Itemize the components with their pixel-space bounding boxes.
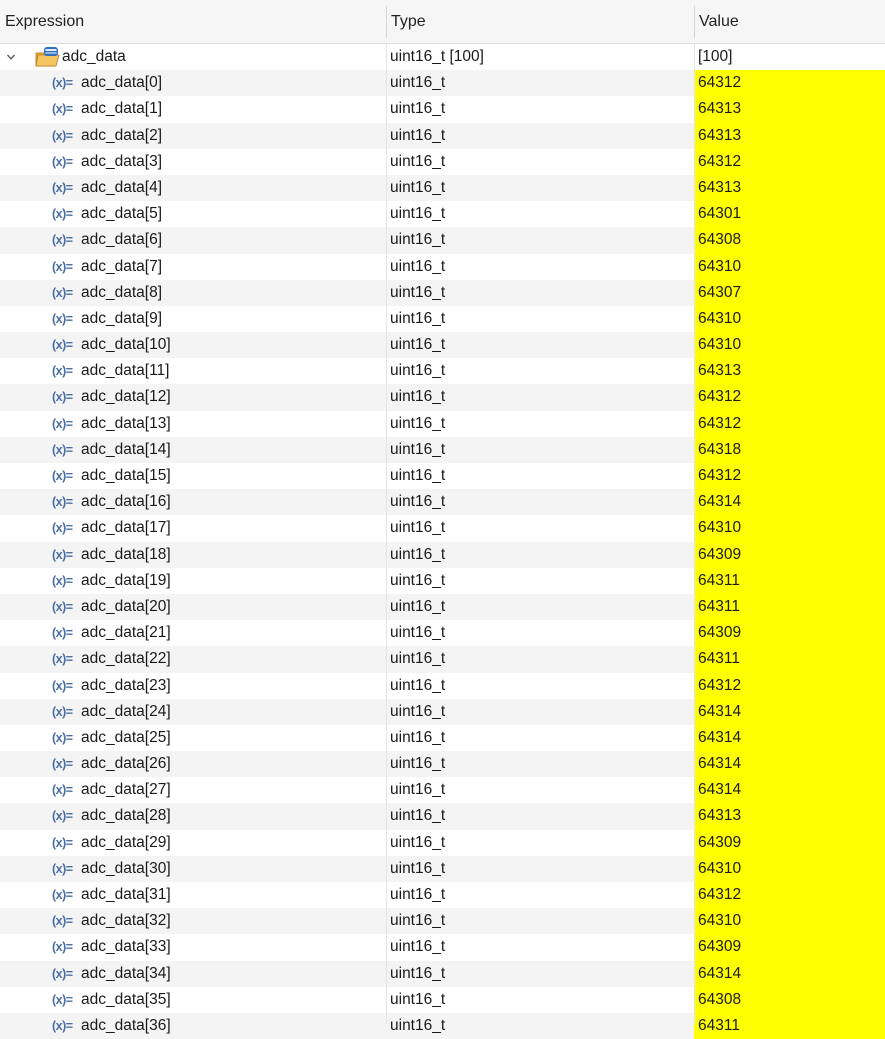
value-cell-changed[interactable]: 64311 <box>694 568 885 594</box>
expression-cell <box>0 987 386 1013</box>
variable-icon: (x)= <box>52 364 73 379</box>
expression-cell <box>0 751 386 777</box>
variable-icon: (x)= <box>52 678 73 693</box>
tree-row[interactable] <box>0 175 885 201</box>
variable-icon: (x)= <box>52 154 73 169</box>
expression-cell <box>0 646 386 672</box>
variable-icon: (x)= <box>52 940 73 955</box>
value-cell-changed[interactable]: 64318 <box>694 437 885 463</box>
tree-row[interactable] <box>0 777 885 803</box>
variable-icon: (x)= <box>52 495 73 510</box>
value-cell-changed[interactable]: 64310 <box>694 515 885 541</box>
expression-name: adc_data[12] <box>81 388 171 406</box>
expression-name: adc_data[35] <box>81 990 171 1008</box>
tree-row[interactable] <box>0 384 885 410</box>
expression-name: adc_data[13] <box>81 414 171 432</box>
value-cell-changed[interactable]: 64310 <box>694 332 885 358</box>
variable-icon: (x)= <box>52 835 73 850</box>
tree-row[interactable] <box>0 123 885 149</box>
tree-row[interactable] <box>0 673 885 699</box>
type-cell: uint16_t <box>390 152 446 170</box>
tree-row[interactable] <box>0 358 885 384</box>
expression-cell <box>0 358 386 384</box>
column-divider-line <box>694 44 695 1024</box>
expression-cell <box>0 201 386 227</box>
type-cell: uint16_t <box>390 571 446 589</box>
expression-name: adc_data[15] <box>81 467 171 484</box>
expression-name: adc_data[28] <box>81 807 171 825</box>
variable-icon: (x)= <box>52 783 73 798</box>
column-header-type[interactable]: Type <box>391 13 426 30</box>
column-header-value[interactable]: Value <box>699 13 739 30</box>
value-cell-changed[interactable]: 64310 <box>694 908 885 934</box>
expression-cell <box>0 777 386 803</box>
expression-cell <box>0 934 386 960</box>
expression-name: adc_data[6] <box>81 231 163 249</box>
tree-row[interactable] <box>0 149 885 175</box>
value-cell-changed[interactable]: 64312 <box>694 882 885 908</box>
value-cell-changed[interactable]: 64309 <box>694 830 885 856</box>
tree-row[interactable] <box>0 620 885 646</box>
expression-name: adc_data[1] <box>81 100 163 118</box>
expression-name: adc_data[17] <box>81 519 171 537</box>
type-cell: uint16_t <box>390 728 446 746</box>
expression-name: adc_data[34] <box>81 964 171 982</box>
expression-name: adc_data[14] <box>81 440 171 458</box>
type-cell: uint16_t <box>390 990 446 1008</box>
type-cell: uint16_t <box>390 755 446 773</box>
type-cell: uint16_t <box>390 178 446 196</box>
tree-row[interactable] <box>0 201 885 227</box>
tree-row-parent[interactable] <box>0 44 885 70</box>
expression-cell <box>0 254 386 280</box>
tree-row[interactable] <box>0 934 885 960</box>
expression-name: adc_data[18] <box>81 545 171 563</box>
expression-cell <box>0 44 386 70</box>
expression-cell <box>0 673 386 699</box>
tree-row[interactable] <box>0 411 885 437</box>
tree-row[interactable] <box>0 227 885 253</box>
type-cell: uint16_t <box>390 624 446 642</box>
expression-name: adc_data[4] <box>81 178 163 196</box>
column-header-bar <box>0 0 885 44</box>
variable-icon: (x)= <box>52 233 73 248</box>
value-cell-changed[interactable]: 64314 <box>694 777 885 803</box>
expression-cell <box>0 725 386 751</box>
expression-cell <box>0 384 386 410</box>
variable-icon: (x)= <box>52 338 73 353</box>
tree-row[interactable] <box>0 332 885 358</box>
value-cell-changed[interactable]: 64309 <box>694 542 885 568</box>
expression-cell <box>0 280 386 306</box>
expression-cell <box>0 803 386 829</box>
type-cell: uint16_t <box>390 1016 446 1034</box>
value-cell-changed[interactable]: 64314 <box>694 725 885 751</box>
type-cell: uint16_t <box>390 257 446 275</box>
variable-icon: (x)= <box>52 102 73 117</box>
expression-name: adc_data <box>62 48 126 65</box>
tree-row[interactable] <box>0 280 885 306</box>
type-cell: uint16_t <box>390 833 446 851</box>
expression-name: adc_data[2] <box>81 126 163 144</box>
type-cell: uint16_t <box>390 231 446 249</box>
value-cell-changed[interactable]: 64312 <box>694 411 885 437</box>
expression-cell <box>0 437 386 463</box>
tree-row[interactable] <box>0 882 885 908</box>
value-cell-changed[interactable]: 64308 <box>694 227 885 253</box>
expression-name: adc_data[27] <box>81 781 171 799</box>
variable-icon: (x)= <box>52 1018 73 1033</box>
expression-cell <box>0 70 386 96</box>
tree-row[interactable] <box>0 646 885 672</box>
type-cell: uint16_t <box>390 414 446 432</box>
expression-cell <box>0 96 386 122</box>
variable-icon: (x)= <box>52 704 73 719</box>
expression-cell <box>0 568 386 594</box>
expression-cell <box>0 882 386 908</box>
expression-cell <box>0 306 386 332</box>
variable-icon: (x)= <box>52 861 73 876</box>
variable-icon: (x)= <box>52 966 73 981</box>
tree-row[interactable] <box>0 515 885 541</box>
variable-icon: (x)= <box>52 652 73 667</box>
value-cell-changed[interactable]: 64314 <box>694 751 885 777</box>
expression-name: adc_data[26] <box>81 755 171 773</box>
variable-icon: (x)= <box>52 207 73 222</box>
expression-name: adc_data[23] <box>81 676 171 694</box>
expression-name: adc_data[7] <box>81 257 163 275</box>
expression-cell <box>0 149 386 175</box>
expression-cell <box>0 830 386 856</box>
expression-cell <box>0 542 386 568</box>
tree-row[interactable] <box>0 463 885 489</box>
variable-icon: (x)= <box>52 128 73 143</box>
tree-row[interactable] <box>0 1013 885 1039</box>
type-cell: uint16_t <box>390 283 446 301</box>
value-cell-changed[interactable]: 64313 <box>694 175 885 201</box>
variable-icon: (x)= <box>52 76 73 91</box>
expression-name: adc_data[29] <box>81 833 171 851</box>
expression-name: adc_data[10] <box>81 336 171 354</box>
type-cell: uint16_t [100] <box>390 48 484 65</box>
tree-row[interactable] <box>0 725 885 751</box>
variable-icon: (x)= <box>52 442 73 457</box>
variable-icon: (x)= <box>52 547 73 562</box>
variable-icon: (x)= <box>52 730 73 745</box>
expression-name: adc_data[9] <box>81 309 163 327</box>
type-cell: uint16_t <box>390 309 446 327</box>
variable-icon: (x)= <box>52 416 73 431</box>
column-header-expression[interactable]: Expression <box>5 13 85 30</box>
value-cell-changed[interactable]: 64307 <box>694 280 885 306</box>
array-folder-icon <box>35 46 61 68</box>
tree-row[interactable] <box>0 856 885 882</box>
expression-cell <box>0 908 386 934</box>
value-cell[interactable]: [100] <box>698 48 733 65</box>
variable-icon: (x)= <box>52 180 73 195</box>
expression-name: adc_data[30] <box>81 859 171 877</box>
expression-cell <box>0 489 386 515</box>
expression-name: adc_data[8] <box>81 283 163 301</box>
value-cell-changed[interactable]: 64310 <box>694 856 885 882</box>
expression-name: adc_data[19] <box>81 571 171 589</box>
chevron-down-icon[interactable] <box>7 53 15 61</box>
expression-name: adc_data[33] <box>81 938 171 956</box>
value-cell-changed[interactable]: 64313 <box>694 358 885 384</box>
expression-name: adc_data[24] <box>81 702 171 720</box>
expression-name: adc_data[25] <box>81 728 171 746</box>
expression-cell <box>0 463 386 489</box>
expression-name: adc_data[21] <box>81 624 171 642</box>
variable-icon: (x)= <box>52 521 73 536</box>
value-cell-changed[interactable]: 64309 <box>694 620 885 646</box>
tree-row[interactable] <box>0 987 885 1013</box>
tree-row[interactable] <box>0 961 885 987</box>
type-cell: uint16_t <box>390 807 446 825</box>
value-cell-changed[interactable]: 64312 <box>694 149 885 175</box>
expression-name: adc_data[0] <box>81 74 163 92</box>
type-cell: uint16_t <box>390 100 446 118</box>
variable-icon: (x)= <box>52 914 73 929</box>
type-cell: uint16_t <box>390 205 446 223</box>
value-cell-changed[interactable]: 64309 <box>694 934 885 960</box>
expression-name: adc_data[11] <box>81 362 170 380</box>
tree-row[interactable] <box>0 489 885 515</box>
expression-cell <box>0 515 386 541</box>
expression-name: adc_data[5] <box>81 205 163 223</box>
variable-icon: (x)= <box>52 573 73 588</box>
expression-cell <box>0 594 386 620</box>
type-cell: uint16_t <box>390 440 446 458</box>
value-cell-changed[interactable]: 64301 <box>694 201 885 227</box>
type-cell: uint16_t <box>390 493 446 511</box>
tree-row[interactable] <box>0 699 885 725</box>
variable-icon: (x)= <box>52 888 73 902</box>
expression-name: adc_data[20] <box>81 597 171 615</box>
value-cell-changed[interactable]: 64314 <box>694 961 885 987</box>
type-cell: uint16_t <box>390 676 446 694</box>
expression-cell <box>0 411 386 437</box>
value-cell-changed[interactable]: 64313 <box>694 96 885 122</box>
variable-icon: (x)= <box>52 626 73 641</box>
variable-icon: (x)= <box>52 599 73 614</box>
tree-row[interactable] <box>0 254 885 280</box>
value-cell-changed[interactable]: 64311 <box>694 594 885 620</box>
expression-name: adc_data[16] <box>81 493 171 511</box>
type-cell: uint16_t <box>390 702 446 720</box>
variable-icon: (x)= <box>52 992 73 1007</box>
value-cell-changed[interactable]: 64312 <box>694 673 885 699</box>
expression-name: adc_data[32] <box>81 912 171 930</box>
value-cell-changed[interactable]: 64313 <box>694 123 885 149</box>
type-cell: uint16_t <box>390 597 446 615</box>
tree-row[interactable] <box>0 803 885 829</box>
type-cell: uint16_t <box>390 388 446 406</box>
type-cell: uint16_t <box>390 545 446 563</box>
tree-row[interactable] <box>0 306 885 332</box>
expression-name: adc_data[22] <box>81 650 171 668</box>
expression-cell <box>0 699 386 725</box>
variable-icon: (x)= <box>52 809 73 824</box>
value-cell-changed[interactable]: 64308 <box>694 987 885 1013</box>
type-cell: uint16_t <box>390 964 446 982</box>
expression-cell <box>0 332 386 358</box>
expression-name: adc_data[31] <box>81 886 171 903</box>
variable-icon: (x)= <box>52 259 73 274</box>
expression-cell <box>0 856 386 882</box>
type-cell: uint16_t <box>390 650 446 668</box>
tree-row[interactable] <box>0 568 885 594</box>
variable-icon: (x)= <box>52 390 73 405</box>
type-cell: uint16_t <box>390 781 446 799</box>
variable-icon: (x)= <box>52 285 73 300</box>
type-cell: uint16_t <box>390 126 446 144</box>
tree-row[interactable] <box>0 96 885 122</box>
expression-cell <box>0 1013 386 1039</box>
expression-cell <box>0 620 386 646</box>
tree-row[interactable] <box>0 751 885 777</box>
tree-row[interactable] <box>0 70 885 96</box>
value-cell-changed[interactable]: 64314 <box>694 489 885 515</box>
tree-row[interactable] <box>0 594 885 620</box>
expression-tree <box>0 44 885 1039</box>
variable-icon: (x)= <box>52 311 73 326</box>
value-cell-changed[interactable]: 64311 <box>694 646 885 672</box>
value-cell-changed[interactable]: 64312 <box>694 463 885 489</box>
expression-name: adc_data[36] <box>81 1016 171 1034</box>
type-cell: uint16_t <box>390 912 446 930</box>
expression-cell <box>0 123 386 149</box>
tree-row[interactable] <box>0 437 885 463</box>
value-cell-changed[interactable]: 64311 <box>694 1013 885 1039</box>
type-cell: uint16_t <box>390 362 446 380</box>
tree-row[interactable] <box>0 542 885 568</box>
variable-icon: (x)= <box>52 757 73 772</box>
value-cell-changed[interactable]: 64312 <box>694 384 885 410</box>
type-cell: uint16_t <box>390 519 446 537</box>
expression-cell <box>0 961 386 987</box>
type-cell: uint16_t <box>390 336 446 354</box>
variable-icon: (x)= <box>52 469 73 483</box>
value-cell-changed[interactable]: 64312 <box>694 70 885 96</box>
expression-cell <box>0 227 386 253</box>
expression-name: adc_data[3] <box>81 152 163 170</box>
type-cell: uint16_t <box>390 74 446 92</box>
value-cell-changed[interactable]: 64313 <box>694 803 885 829</box>
type-cell: uint16_t <box>390 859 446 877</box>
type-cell: uint16_t <box>390 938 446 956</box>
column-divider-line <box>386 44 387 1024</box>
tree-row[interactable] <box>0 908 885 934</box>
value-cell-changed[interactable]: 64310 <box>694 306 885 332</box>
type-cell: uint16_t <box>390 886 446 903</box>
tree-row[interactable] <box>0 830 885 856</box>
expression-cell <box>0 175 386 201</box>
type-cell: uint16_t <box>390 467 446 484</box>
value-cell-changed[interactable]: 64310 <box>694 254 885 280</box>
value-cell-changed[interactable]: 64314 <box>694 699 885 725</box>
